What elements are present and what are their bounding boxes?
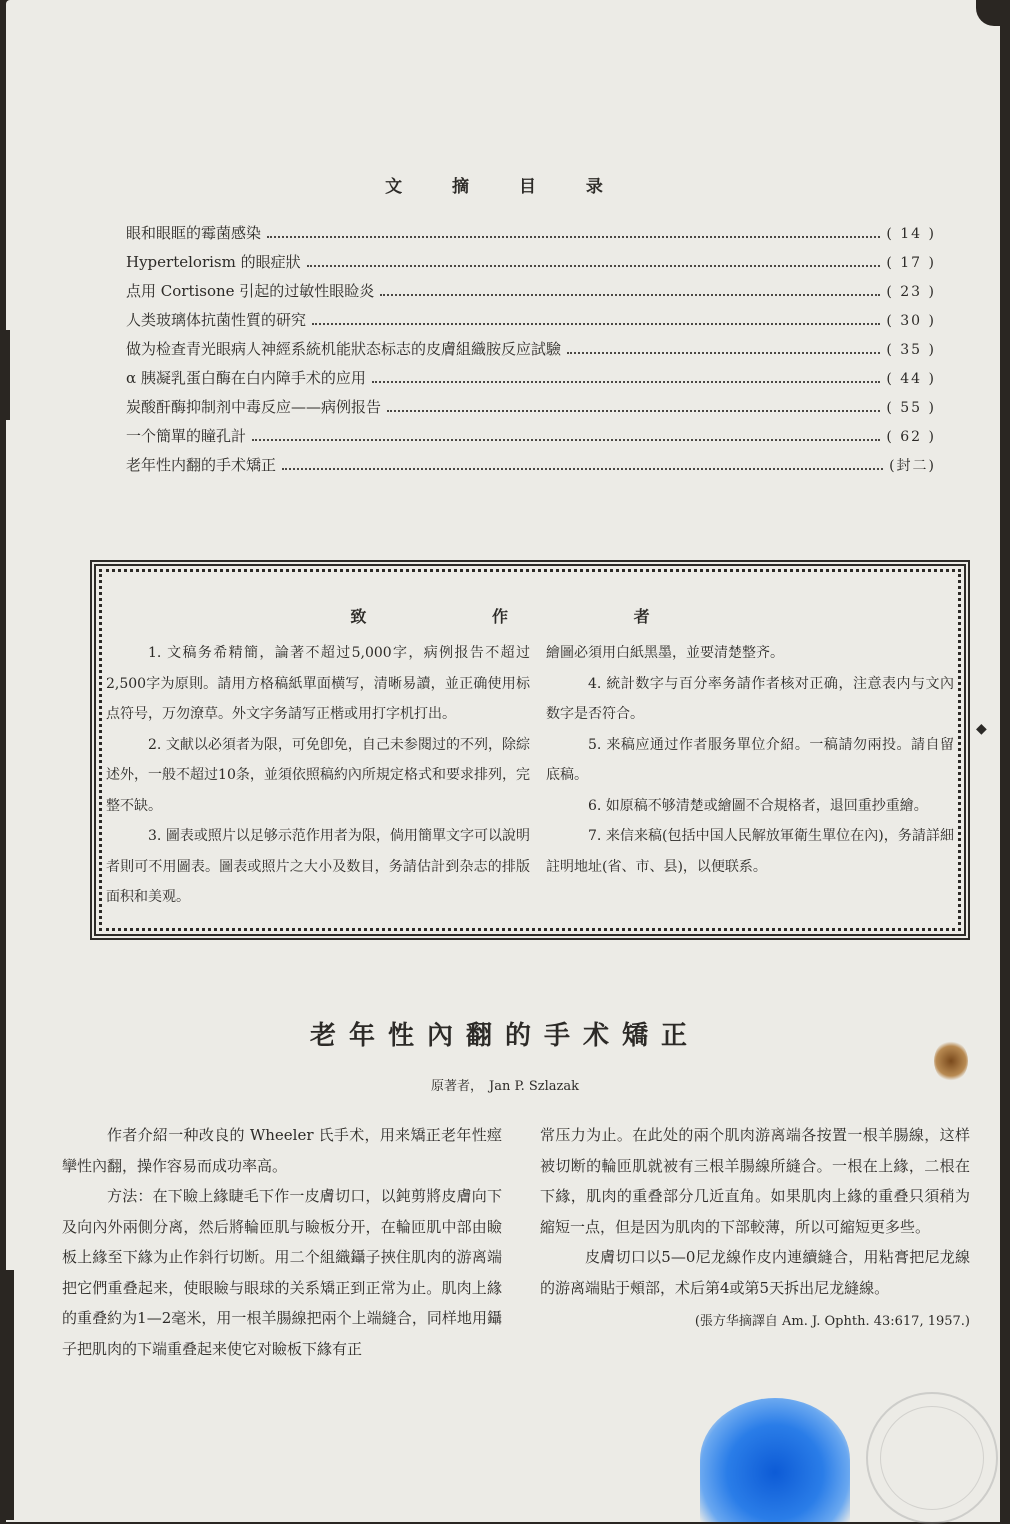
toc-entry-title: Hypertelorism 的眼症狀 (126, 253, 301, 271)
leader-dots (252, 439, 880, 441)
toc-entry-page: ( 55 ) (886, 400, 936, 416)
toc-entry-page: ( 35 ) (886, 342, 936, 358)
toc-entry (126, 425, 936, 454)
author-name: Jan P. Szlazak (489, 1079, 579, 1094)
toc-heading: 文 摘 目 录 (385, 177, 625, 197)
toc-entry-title: 做为检查青光眼病人神經系統机能狀态标志的皮膚組織胺反应試驗 (126, 340, 562, 358)
article-title: 老年性內翻的手术矯正 (309, 1021, 700, 1051)
toc-entry-page: ( 30 ) (886, 313, 936, 329)
toc-entry-title: 炭酸酐酶抑制剂中毒反应——病例报告 (126, 398, 382, 416)
byline-label: 原著者， (431, 1079, 484, 1094)
leader-dots (567, 352, 880, 354)
toc-entry-title: 老年性内翻的手术矯正 (126, 456, 277, 474)
notice-heading: 致 作 者 (350, 607, 710, 626)
article-right-column (540, 1120, 970, 1338)
byline (0, 1075, 1010, 1094)
notice-paragraph: 1. 文稿务希精簡，論著不超过5,000字，病例报告不超过2,500字为原則。請用方格稿紙單面横写，清晰易讀，並正确使用标点符号，万勿潦草。外文字务請写正楷或用打字机打出。 (106, 645, 530, 722)
toc-entry (126, 396, 936, 425)
toc-entry-page: ( 44 ) (886, 371, 936, 387)
stain-mark (934, 1040, 968, 1082)
toc-entry-page: ( 17 ) (886, 255, 936, 271)
leader-dots (372, 381, 880, 383)
toc-entry-title: 点用 Cortisone 引起的过敏性眼睑炎 (126, 282, 375, 300)
toc-entry-title: α 胰凝乳蛋白酶在白内障手术的应用 (126, 369, 366, 387)
notice-left-column (106, 638, 530, 913)
article-paragraph: 皮膚切口以5—0尼龙線作皮内連續縫合，用粘膏把尼龙線的游离端貼于頰部，术后第4或第5天拆出尼龙縫線。 (540, 1248, 970, 1297)
library-seal-watermark (866, 1392, 998, 1524)
leader-dots (267, 236, 880, 238)
table-of-contents (126, 222, 936, 483)
leader-dots (380, 294, 880, 296)
notice-paragraph: 2. 文献以必須者为限，可免卽免，自己未参閱过的不列，除綜述外，一般不超过10条，並須依照稿約內所規定格式和要求排列，完整不缺。 (106, 736, 530, 814)
leader-dots (312, 323, 880, 325)
page-corner (976, 0, 1000, 26)
toc-entry (126, 309, 936, 338)
notice-paragraph: 4. 統計数字与百分率务請作者核对正确，注意表内与文內数字是否符合。 (546, 675, 954, 722)
leader-dots (282, 468, 883, 470)
notice-paragraph: 7. 来信来稿(包括中国人民解放軍衛生單位在內)，务請詳細註明地址(省、市、县)，以便联系。 (546, 828, 954, 875)
toc-entry (126, 251, 936, 280)
toc-entry (126, 338, 936, 367)
ink-stain (700, 1398, 850, 1522)
torn-edge (0, 1270, 14, 1520)
article-left-column (62, 1120, 502, 1364)
torn-edge (0, 330, 10, 420)
article-paragraph: 常压力为止。在此处的兩个肌肉游离端各按置一根羊腸線，这样被切断的輪匝肌就被有三根羊腸線所縫合。一根在上緣，二根在下緣，肌肉的重叠部分几近直角。如果肌肉上緣的重叠只須稍为縮短一点，但是因为肌肉的下部較薄，所以可縮短更多些。 (540, 1126, 970, 1236)
notice-paragraph: 3. 圖表或照片以足够示范作用者为限，倘用簡單文字可以說明者則可不用圖表。圖表或照片之大小及数目，务請估計到杂志的排版面积和美观。 (106, 828, 530, 905)
article-paragraph: 作者介紹一种改良的 Wheeler 氏手术，用来矯正老年性痙攣性內翻，操作容易而成功率高。 (62, 1126, 502, 1175)
toc-entry (126, 454, 936, 483)
notice-to-authors-box (90, 560, 970, 940)
toc-entry (126, 367, 936, 396)
article-paragraph: 方法：在下瞼上緣睫毛下作一皮膚切口，以鈍剪將皮膚向下及向內外兩側分离，然后將輪匝肌与瞼板分开，在輪匝肌中部由瞼板上緣至下緣为止作斜行切断。用二个組織鑷子挾住肌肉的游离端把它們重叠起来，使眼瞼与眼球的关系矯正到正常为止。肌肉上緣的重叠約为1—2毫米，用一根羊腸線把兩个上端縫合，同样地用鑷子把肌肉的下端重叠起来使它对瞼板下緣有正 (62, 1187, 502, 1358)
notice-paragraph: 5. 来稿应通过作者服务單位介紹。一稿請勿兩投。請自留底稿。 (546, 736, 954, 783)
notice-paragraph: 6. 如原稿不够清楚或繪圖不合規格者，退回重抄重繪。 (588, 797, 928, 814)
toc-entry-title: 眼和眼眶的霉菌感染 (126, 224, 262, 242)
leader-dots (307, 265, 881, 267)
notice-right-column (546, 638, 954, 882)
toc-entry-title: 人类玻璃体抗菌性質的研究 (126, 311, 307, 329)
toc-entry-page: ( 23 ) (886, 284, 936, 300)
toc-entry (126, 280, 936, 309)
citation: (張方华摘譯自 Am. J. Ophth. 43:617, 1957.) (694, 1314, 970, 1329)
toc-entry-page: (封二) (889, 458, 936, 474)
leader-dots (387, 410, 880, 412)
toc-entry (126, 222, 936, 251)
toc-entry-page: ( 14 ) (886, 226, 936, 242)
margin-mark-icon: ◆ (976, 721, 987, 737)
notice-paragraph: 繪圖必須用白紙黑墨，並要清楚整齐。 (546, 645, 784, 661)
toc-entry-title: 一个簡單的瞳孔計 (126, 427, 247, 445)
toc-entry-page: ( 62 ) (886, 429, 936, 445)
